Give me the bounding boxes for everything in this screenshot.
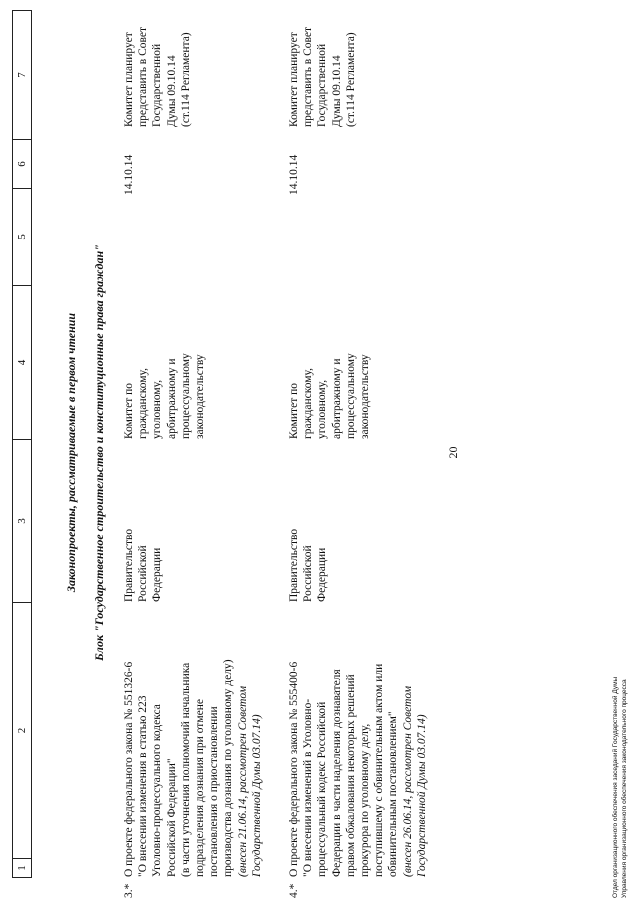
description-line: процессуальный кодекс Российской [316, 701, 329, 877]
bill-author [287, 512, 330, 602]
author-line: Федерации [316, 547, 329, 602]
bill-description [122, 647, 264, 877]
description-line: подразделения дознания при отмене [194, 699, 207, 877]
committee-line: арбитражному и [330, 358, 343, 439]
bill-description [287, 647, 429, 877]
committee-line: законодательству [359, 354, 372, 439]
column-header-1: 1 [12, 858, 32, 878]
description-line: правом обжалования некоторых решений [344, 674, 357, 877]
committee-line: процессуальному [344, 353, 357, 439]
responsible-committee [287, 329, 372, 439]
row-number: 4.* [288, 883, 300, 898]
committee-line: законодательству [194, 354, 207, 439]
committee-line: уголовному, [316, 379, 329, 439]
column-header-4: 4 [12, 285, 32, 440]
note-line: представить в Совет [137, 26, 150, 127]
deadline-date: 14.10.14 [123, 154, 135, 195]
committee-line: уголовному, [151, 379, 164, 439]
description-line: поступившему с обвинительным актом или [373, 663, 386, 877]
row-number: 3.* [123, 883, 135, 898]
note-line: Государственной [151, 43, 164, 127]
description-note-line: (внесен 26.06.14, рассмотрен Советом [401, 685, 414, 877]
description-line: постановления о приостановлении [208, 706, 221, 877]
description-line: "О внесении изменений в Уголовно- [302, 698, 315, 877]
note-line: Думы 09.10.14 [165, 55, 178, 127]
note-line: Государственной [316, 43, 329, 127]
description-line: О проекте федерального закона № 555400-6 [288, 661, 300, 877]
footer [611, 677, 629, 898]
author-line: Российской [302, 545, 315, 602]
row-note [122, 7, 193, 127]
note-line: Думы 09.10.14 [330, 55, 343, 127]
column-header-row [12, 10, 32, 878]
responsible-committee [122, 329, 207, 439]
description-line: прокурора по уголовному делу, [359, 723, 372, 877]
note-line: (ст.114 Регламента) [179, 32, 192, 127]
description-line: Уголовно-процессуального кодекса [151, 704, 164, 877]
committee-line: арбитражному и [165, 358, 178, 439]
note-line: представить в Совет [302, 26, 315, 127]
deadline-date: 14.10.14 [288, 154, 300, 195]
description-line: (в части уточнения полномочий начальника [179, 662, 192, 877]
row-note [287, 7, 358, 127]
column-header-2: 2 [12, 602, 32, 859]
description-note-line: Государственной Думы 03.07.14) [250, 714, 263, 877]
footer-line: Отдел организационного обеспечения заседаний Государственной Думы [612, 676, 619, 898]
description-line: О проекте федерального закона № 551326-6 [123, 661, 135, 877]
column-header-5: 5 [12, 188, 32, 286]
note-line: (ст.114 Регламента) [344, 32, 357, 127]
column-header-7: 7 [12, 10, 32, 140]
description-note-line: Государственной Думы 03.07.14) [415, 714, 428, 877]
page-number: 20 [446, 446, 460, 459]
committee-line: гражданскому, [137, 367, 150, 439]
author-line: Российской [137, 545, 150, 602]
author-line: Правительство [123, 528, 135, 602]
description-line: Федерации в части наделения дознавателя [330, 669, 343, 877]
section-heading: Законопроекты, рассматриваемые в первом чтении [64, 312, 78, 593]
note-line: Комитет планирует [123, 32, 135, 127]
description-line: Российской Федерации" [165, 758, 178, 877]
committee-line: гражданскому, [302, 367, 315, 439]
column-header-6: 6 [12, 139, 32, 189]
author-line: Федерации [151, 547, 164, 602]
block-title: Блок "Государственное строительство и конституционные права граждан" [92, 244, 106, 661]
note-line: Комитет планирует [288, 32, 300, 127]
description-line: производства дознания по уголовному делу) [222, 659, 235, 877]
author-line: Правительство [288, 528, 300, 602]
committee-line: процессуальному [179, 353, 192, 439]
bill-author [122, 512, 165, 602]
description-line: "О внесении изменения в статью 223 [137, 695, 150, 877]
description-note-line: (внесен 21.06.14, рассмотрен Советом [236, 685, 249, 877]
committee-line: Комитет по [123, 383, 135, 439]
column-header-3: 3 [12, 439, 32, 603]
committee-line: Комитет по [288, 383, 300, 439]
footer-line: Управления организационного обеспечения законодательного процесса [621, 679, 628, 898]
description-line: обвинительным постановлением" [387, 711, 400, 877]
